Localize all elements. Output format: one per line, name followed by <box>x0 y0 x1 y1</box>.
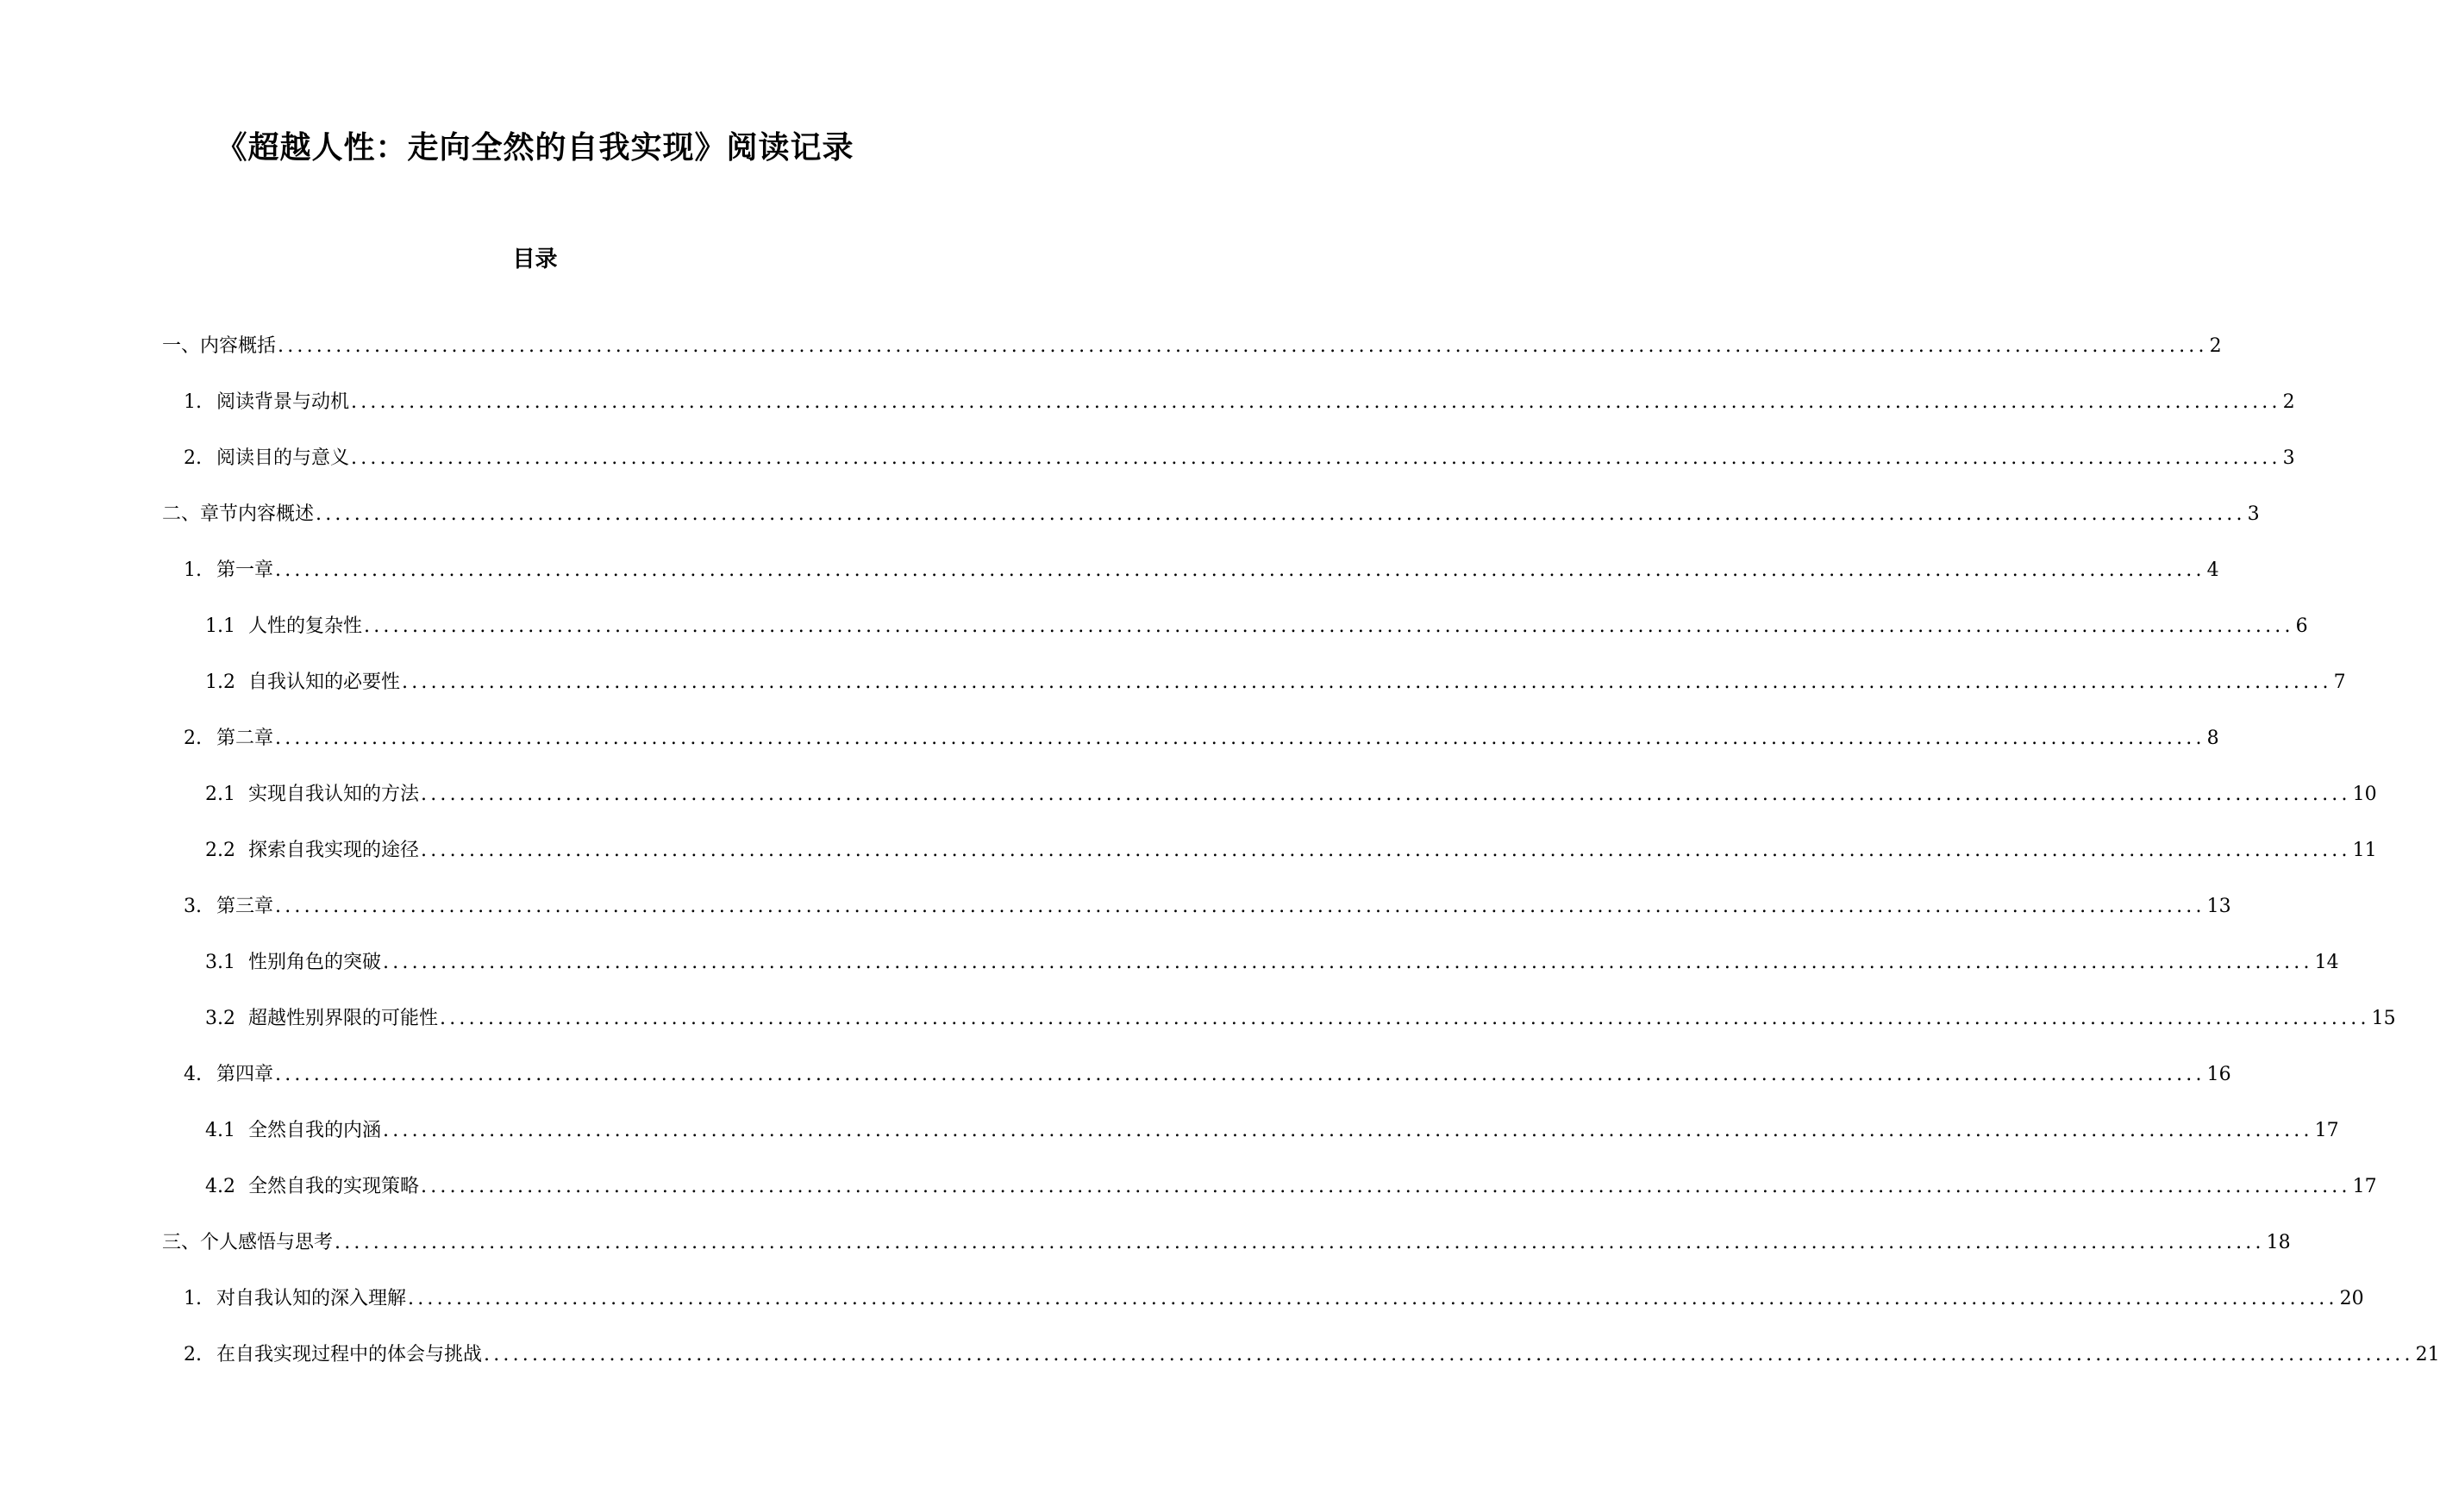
toc-page-number: 11 <box>2352 840 2377 861</box>
toc-entry-number: 3.2 <box>205 1008 235 1029</box>
toc-entry-number: 4. <box>184 1064 202 1085</box>
toc-heading: 目录 <box>512 247 558 272</box>
toc-page-number: 3 <box>2282 447 2295 469</box>
toc-entry-number: 2.2 <box>205 840 235 861</box>
toc-dot-leader: ........................................................................................................................................................................................................ <box>351 447 2281 469</box>
toc-entry-title: 阅读目的与意义 <box>216 447 350 469</box>
toc-entry[interactable] <box>0 611 2308 667</box>
toc-dot-leader: ........................................................................................................................................................................................................ <box>440 1008 2370 1029</box>
toc-dot-leader: ........................................................................................................................................................................................................ <box>484 1344 2414 1365</box>
toc-dot-leader: ........................................................................................................................................................................................................ <box>335 1232 2265 1253</box>
toc-page-number: 15 <box>2371 1008 2396 1029</box>
toc-entry-number: 1. <box>184 391 202 413</box>
toc-entry-number: 一、 <box>162 335 201 357</box>
toc-entry-number: 三、 <box>162 1232 201 1253</box>
toc-entry[interactable] <box>0 1059 2231 1115</box>
toc-page-number: 6 <box>2295 615 2308 637</box>
toc-page-number: 10 <box>2352 784 2377 805</box>
toc-dot-leader: ........................................................................................................................................................................................................ <box>275 559 2205 581</box>
toc-entry-title: 第一章 <box>216 559 274 581</box>
toc-entry-number: 2. <box>184 1344 202 1365</box>
toc-entry-number: 1.1 <box>205 615 235 637</box>
toc-entry-title: 个人感悟与思考 <box>200 1232 334 1253</box>
toc-entry-title: 第三章 <box>216 896 274 917</box>
toc-entry-number: 3.1 <box>205 952 235 973</box>
toc-page-number: 4 <box>2206 559 2219 581</box>
toc-entry[interactable] <box>0 331 2222 387</box>
toc-page-number: 17 <box>2314 1120 2339 1141</box>
toc-entry[interactable] <box>0 555 2219 611</box>
toc-entry[interactable] <box>0 667 2346 723</box>
toc-entry-title: 在自我实现过程中的体会与挑战 <box>216 1344 483 1365</box>
toc-entry[interactable] <box>0 1003 2396 1059</box>
toc-entry-title: 内容概括 <box>200 335 277 357</box>
toc-dot-leader: ........................................................................................................................................................................................................ <box>275 896 2205 917</box>
toc-page-number: 13 <box>2206 896 2231 917</box>
toc-dot-leader: ........................................................................................................................................................................................................ <box>421 1176 2351 1197</box>
table-of-contents <box>0 331 2440 1396</box>
toc-dot-leader: ........................................................................................................................................................................................................ <box>383 1120 2313 1141</box>
toc-entry-number: 1. <box>184 559 202 581</box>
toc-entry[interactable] <box>0 1284 2364 1340</box>
toc-dot-leader: ........................................................................................................................................................................................................ <box>278 335 2208 357</box>
toc-entry-number: 2.1 <box>205 784 235 805</box>
toc-entry-title: 全然自我的内涵 <box>248 1120 382 1141</box>
toc-page-number: 2 <box>2282 391 2295 413</box>
toc-page-number: 2 <box>2209 335 2222 357</box>
toc-entry-number: 二、 <box>162 503 201 525</box>
toc-page-number: 8 <box>2206 728 2219 749</box>
toc-entry[interactable] <box>0 499 2260 555</box>
toc-entry-number: 3. <box>184 896 202 917</box>
toc-entry[interactable] <box>0 723 2219 779</box>
toc-entry[interactable] <box>0 1171 2377 1228</box>
toc-entry-title: 性别角色的突破 <box>248 952 382 973</box>
toc-page-number: 3 <box>2247 503 2260 525</box>
toc-entry-title: 探索自我实现的途径 <box>248 840 420 861</box>
toc-entry-number: 4.1 <box>205 1120 235 1141</box>
toc-dot-leader: ........................................................................................................................................................................................................ <box>408 1288 2338 1309</box>
toc-dot-leader: ........................................................................................................................................................................................................ <box>316 503 2246 525</box>
toc-page-number: 20 <box>2339 1288 2364 1309</box>
toc-dot-leader: ........................................................................................................................................................................................................ <box>421 840 2351 861</box>
toc-entry-title: 第二章 <box>216 728 274 749</box>
toc-entry-number: 1.2 <box>205 672 235 693</box>
toc-page-number: 18 <box>2266 1232 2291 1253</box>
toc-entry[interactable] <box>0 1228 2291 1284</box>
toc-dot-leader: ........................................................................................................................................................................................................ <box>402 672 2332 693</box>
toc-entry[interactable] <box>0 387 2295 443</box>
toc-dot-leader: ........................................................................................................................................................................................................ <box>351 391 2281 413</box>
toc-entry[interactable] <box>0 1115 2339 1171</box>
toc-entry-title: 实现自我认知的方法 <box>248 784 420 805</box>
toc-dot-leader: ........................................................................................................................................................................................................ <box>383 952 2313 973</box>
toc-entry[interactable] <box>0 779 2377 835</box>
toc-entry-number: 4.2 <box>205 1176 235 1197</box>
toc-entry-title: 人性的复杂性 <box>248 615 363 637</box>
toc-dot-leader: ........................................................................................................................................................................................................ <box>275 1064 2205 1085</box>
toc-entry-title: 自我认知的必要性 <box>248 672 401 693</box>
toc-entry-title: 第四章 <box>216 1064 274 1085</box>
toc-page-number: 14 <box>2314 952 2339 973</box>
toc-entry-title: 超越性别界限的可能性 <box>248 1008 439 1029</box>
toc-dot-leader: ........................................................................................................................................................................................................ <box>421 784 2351 805</box>
toc-entry-title: 对自我认知的深入理解 <box>216 1288 407 1309</box>
toc-page-number: 21 <box>2415 1344 2440 1365</box>
toc-entry[interactable] <box>0 835 2377 891</box>
toc-entry[interactable] <box>0 1340 2440 1396</box>
toc-dot-leader: ........................................................................................................................................................................................................ <box>275 728 2205 749</box>
toc-entry-title: 全然自我的实现策略 <box>248 1176 420 1197</box>
toc-page-number: 17 <box>2352 1176 2377 1197</box>
toc-entry-number: 2. <box>184 728 202 749</box>
toc-dot-leader: ........................................................................................................................................................................................................ <box>364 615 2294 637</box>
toc-page-number: 16 <box>2206 1064 2231 1085</box>
toc-entry[interactable] <box>0 443 2295 499</box>
toc-entry[interactable] <box>0 947 2339 1003</box>
toc-entry-number: 2. <box>184 447 202 469</box>
toc-page-number: 7 <box>2333 672 2346 693</box>
toc-entry-number: 1. <box>184 1288 202 1309</box>
toc-entry-title: 章节内容概述 <box>200 503 315 525</box>
toc-entry[interactable] <box>0 891 2231 947</box>
document-title: 《超越人性：走向全然的自我实现》阅读记录 <box>216 130 854 166</box>
toc-entry-title: 阅读背景与动机 <box>216 391 350 413</box>
